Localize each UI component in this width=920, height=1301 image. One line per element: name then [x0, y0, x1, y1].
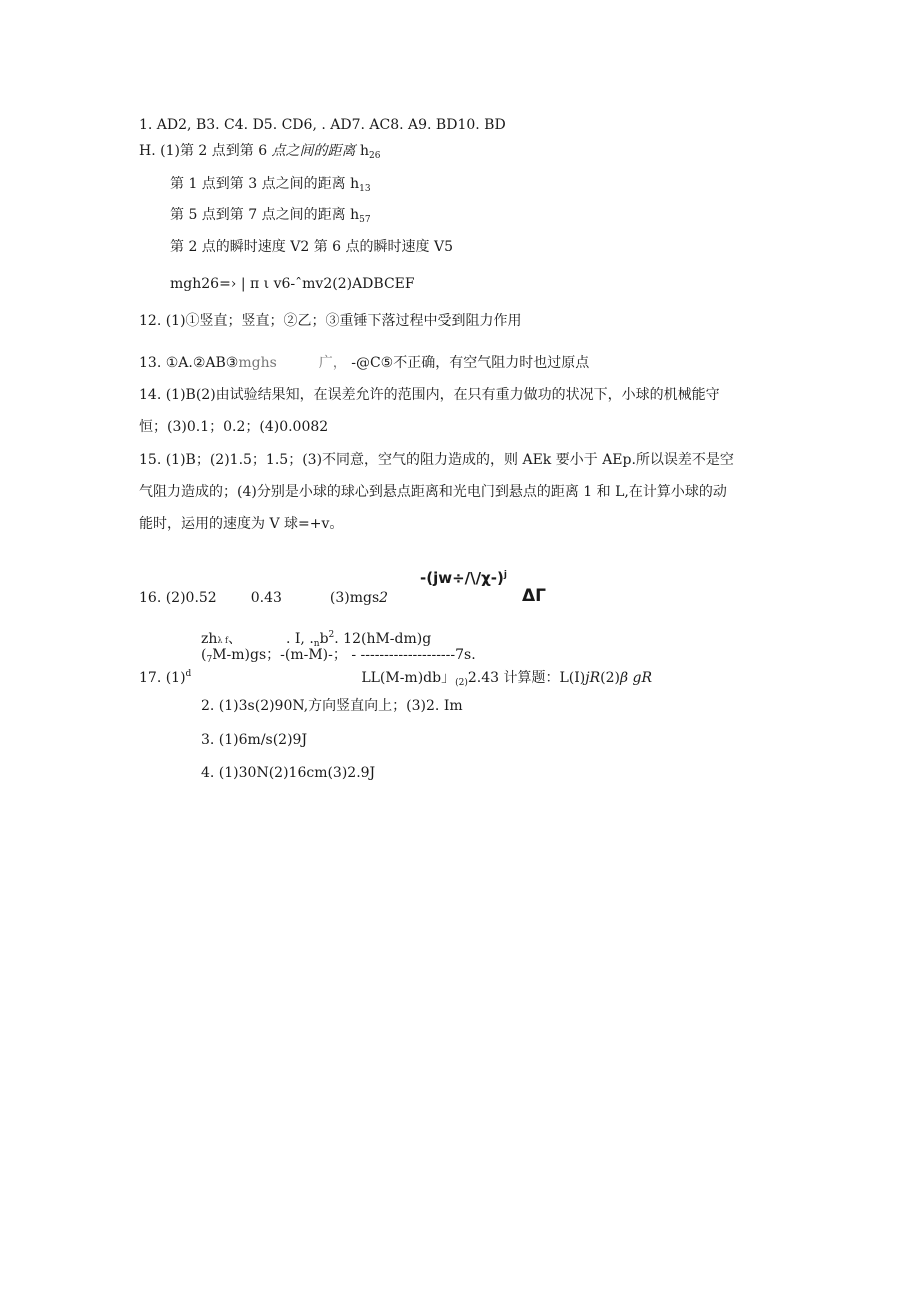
superscript: j	[503, 570, 507, 580]
subscript: 13	[359, 184, 371, 194]
subscript: 26	[369, 151, 381, 161]
answer-line-17	[139, 664, 652, 693]
calc-answer-3	[201, 730, 307, 750]
answer-text: M-m)gs；-(m-M)-； - --------------------7s.	[212, 647, 476, 663]
delta-gamma-symbol	[522, 586, 546, 606]
answer-text: 13. ①A.②AB③	[139, 355, 239, 371]
answer-line-11-intro	[139, 141, 381, 166]
answer-text: zh	[201, 631, 218, 647]
garbled-formula	[420, 565, 507, 588]
answer-text: 15. (1)B；(2)1.5；1.5；(3)不同意，空气的阻力造成的，则 AEk 要小于 AEp.所以误差不是空	[139, 452, 734, 468]
formula-text: ΔΓ	[522, 586, 546, 606]
answer-text: 2.43 计算题：L(I)	[467, 670, 586, 686]
answer-line-15b	[139, 482, 727, 502]
answer-text: 第 5 点到第 7 点之间的距离 h	[170, 207, 360, 223]
answer-line-11-h13	[170, 174, 371, 199]
answer-text: (3)mgs	[329, 590, 380, 606]
answer-text: H. (1)第 2 点到第 6	[139, 143, 268, 159]
answer-text: -@C⑤不正确，有空气阻力时也过原点	[346, 355, 590, 371]
answer-line-11-formula	[170, 274, 415, 294]
answer-text: 气阻力造成的；(4)分别是小球的球心到悬点距离和光电门到悬点的距离 1 和 L,在计算小球的动	[139, 484, 727, 500]
subscript: 7	[206, 655, 213, 665]
answer-text: h	[360, 143, 370, 159]
answer-text: 12. (1)①竖直；竖直；②乙；③重锤下落过程中受到阻力作用	[139, 313, 522, 329]
superscript: d	[185, 669, 192, 679]
answer-text: 0.43	[250, 590, 282, 606]
answer-text-italic: 2	[379, 590, 389, 606]
answer-line-15c	[139, 514, 343, 534]
subscript: 57	[359, 215, 371, 225]
answer-text: 4. (1)30N(2)16cm(3)2.9J	[201, 765, 376, 781]
answer-text: (2)	[600, 670, 620, 686]
formula-text: -(jw÷/\/χ-)	[420, 569, 504, 587]
answer-text: 、	[227, 631, 242, 647]
answer-text: b	[319, 631, 329, 647]
answer-text: 第 1 点到第 3 点之间的距离 h	[170, 176, 360, 192]
answer-line-16	[139, 588, 388, 608]
answer-text: . I, .	[285, 631, 314, 647]
answer-text: 恒；(3)0.1；0.2；(4)0.0082	[139, 419, 329, 435]
subscript: (2)	[455, 678, 468, 688]
answer-text-italic: jR	[585, 670, 601, 686]
answer-text: 2. (1)3s(2)90N,方向竖直向上；(3)2. Im	[201, 698, 463, 714]
subscript: n	[313, 639, 320, 649]
answer-line-11-velocity	[170, 237, 453, 257]
answer-text: 能时，运用的速度为 V 球=+v。	[139, 516, 344, 532]
answer-text: 16. (2)0.52	[139, 590, 217, 606]
answer-line-14a	[139, 385, 720, 405]
answer-line-15a	[139, 450, 734, 470]
answer-text-italic: β gR	[619, 670, 653, 686]
answer-line-11-h57	[170, 205, 371, 230]
superscript: 2	[328, 630, 335, 640]
answer-text: . 12(hM-dm)g	[334, 631, 432, 647]
answer-text: 3. (1)6m/s(2)9J	[201, 732, 308, 748]
answer-line-13	[139, 353, 589, 373]
answer-text-italic: 点之间的距离	[267, 143, 361, 159]
answer-text: 14. (1)B(2)由试验结果知，在误差允许的范围内，在只有重力做功的状况下，小球的机械能守	[139, 387, 720, 403]
answer-line-12	[139, 311, 522, 331]
answer-text: LL(M-m)db」	[361, 670, 456, 686]
answer-text-gray: mghs	[238, 355, 277, 371]
calc-answer-4	[201, 763, 375, 783]
small-text: λ f	[217, 636, 228, 645]
answer-text: 17. (1)	[139, 670, 186, 686]
answer-line-1	[139, 115, 506, 135]
answer-text-gray: 广，	[318, 355, 347, 371]
answer-line-14b	[139, 417, 328, 437]
calc-answer-2	[201, 696, 463, 716]
answer-text: (	[201, 647, 207, 663]
answer-text: mgh26=› | π ι v6-ˆmv2(2)ADBCEF	[170, 276, 415, 292]
answer-text: 第 2 点的瞬时速度 V2 第 6 点的瞬时速度 V5	[170, 239, 454, 255]
answer-text: 1. AD2, B3. C4. D5. CD6, . AD7. AC8. A9. BD10. BD	[139, 117, 506, 133]
